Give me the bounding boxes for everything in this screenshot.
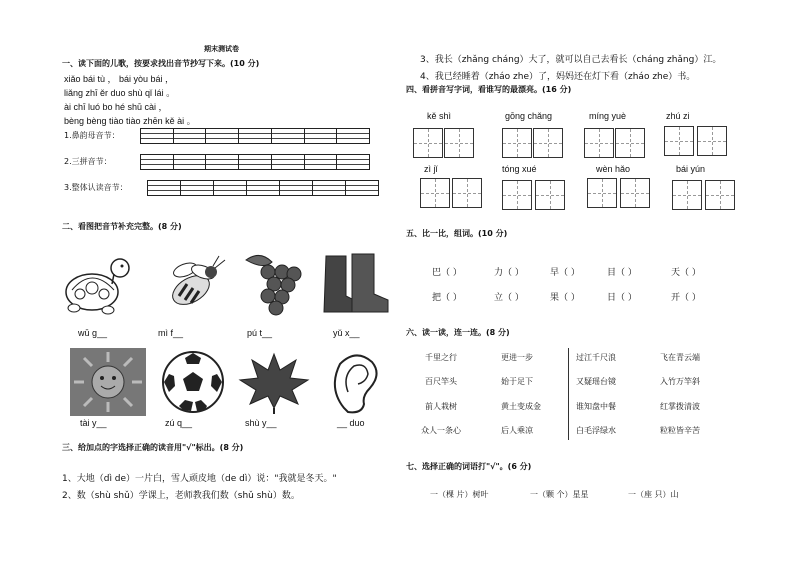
compare-1: 巴（ ）: [432, 268, 462, 278]
match-d4: 粒粒皆辛苦: [660, 426, 700, 435]
pic-label-6: zú q__: [165, 418, 193, 428]
pinyin-1: kě shì: [427, 111, 452, 121]
writing-box[interactable]: [420, 178, 450, 208]
section7-heading: 七、选择正确的词语打"√"。(6 分): [406, 462, 532, 471]
writing-box[interactable]: [584, 128, 614, 158]
writing-box[interactable]: [444, 128, 474, 158]
s3-q4: 4、我已经睡着（zháo zhe）了，妈妈还在灯下看（zháo zhe）书。: [420, 72, 696, 82]
writing-box[interactable]: [535, 180, 565, 210]
match-c1: 过江千尺浪: [576, 353, 616, 362]
writing-box[interactable]: [620, 178, 650, 208]
compare-10: 开（ ）: [671, 293, 701, 303]
compare-4: 目（ ）: [607, 268, 637, 278]
section6-heading: 六、读一读，连一连。(8 分): [406, 328, 510, 337]
match-c3: 谁知盘中餐: [576, 402, 616, 411]
compare-7: 立（ ）: [494, 293, 524, 303]
match-d2: 入竹万竿斜: [660, 377, 700, 386]
q1-label: 1.鼻韵母音节：: [64, 131, 120, 140]
measure-1: 一（棵 片）树叶: [430, 490, 489, 499]
q2-label: 2.三拼音节：: [64, 157, 112, 166]
writing-box[interactable]: [615, 128, 645, 158]
answer-grid-1[interactable]: [140, 128, 370, 144]
poem-line-1: xiǎo bái tù ， bái yòu bái ，: [64, 74, 175, 84]
s3-q2: 2、数（shù shǔ）学课上，老师教我们数（shǔ shù）数。: [62, 491, 300, 501]
measure-2: 一（颗 个）星星: [530, 490, 589, 499]
answer-grid-2[interactable]: [140, 154, 370, 170]
column-divider: [568, 348, 569, 440]
match-a1: 千里之行: [425, 353, 457, 362]
compare-9: 日（ ）: [607, 293, 637, 303]
writing-box[interactable]: [413, 128, 443, 158]
section3-heading: 三、给加点的字选择正确的读音用"√"标出。(8 分): [62, 443, 244, 452]
compare-8: 果（ ）: [550, 293, 580, 303]
poem-line-3: ài chī luó bo hé shū cài ，: [64, 102, 168, 112]
match-d1: 飞在青云端: [660, 353, 700, 362]
s3-q3: 3、我长（zhǎng cháng）大了，就可以自己去看长（cháng zhǎng）江。: [420, 55, 722, 65]
sun-image: [70, 348, 146, 416]
pic-label-1: wū g__: [78, 328, 108, 338]
match-c4: 白毛浮绿水: [576, 426, 616, 435]
boots-image: [318, 250, 394, 318]
pic-label-5: tài y__: [80, 418, 107, 428]
match-c2: 又疑瑶台镜: [576, 377, 616, 386]
pic-label-2: mì f__: [158, 328, 184, 338]
writing-box[interactable]: [587, 178, 617, 208]
pic-label-8: __ duo: [337, 418, 365, 428]
writing-box[interactable]: [664, 126, 694, 156]
q3-label: 3.整体认读音节：: [64, 183, 128, 192]
compare-6: 把（ ）: [432, 293, 462, 303]
measure-3: 一（座 只）山: [628, 490, 679, 499]
match-b4: 后人乘凉: [501, 426, 533, 435]
match-d3: 红掌拨清波: [660, 402, 700, 411]
pinyin-2: gōng chǎng: [505, 111, 553, 121]
compare-2: 力（ ）: [494, 268, 524, 278]
leaf-image: [236, 348, 312, 416]
match-b1: 更进一步: [501, 353, 533, 362]
match-b3: 黄土变成金: [501, 402, 541, 411]
match-b2: 始于足下: [501, 377, 533, 386]
writing-box[interactable]: [697, 126, 727, 156]
writing-box[interactable]: [672, 180, 702, 210]
section1-heading: 一、读下面的儿歌，按要求找出音节抄写下来。(10 分): [62, 59, 260, 68]
poem-line-2: liǎng zhī ěr duo shù qǐ lái 。: [64, 88, 176, 98]
pinyin-5: zì jǐ: [424, 164, 438, 174]
pinyin-7: wèn hǎo: [596, 164, 631, 174]
football-image: [155, 348, 231, 416]
match-a4: 众人一条心: [421, 426, 461, 435]
pinyin-8: bái yún: [676, 164, 706, 174]
compare-5: 天（ ）: [671, 268, 701, 278]
pic-label-7: shù y__: [245, 418, 277, 428]
page-title: 期末测试卷: [204, 45, 239, 53]
writing-box[interactable]: [502, 180, 532, 210]
match-a3: 前人栽树: [425, 402, 457, 411]
pinyin-4: zhú zi: [666, 111, 690, 121]
ear-image: [318, 348, 394, 416]
pinyin-3: míng yuè: [589, 111, 627, 121]
grapes-image: [236, 250, 312, 318]
bee-image: [155, 250, 231, 318]
match-a2: 百尺竿头: [425, 377, 457, 386]
s3-q1: 1、大地（dì de）一片白，雪人顽皮地（de dì）说："我就是冬天。": [62, 474, 337, 484]
answer-grid-3[interactable]: [147, 180, 379, 196]
turtle-image: [58, 250, 134, 318]
poem-line-4: bèng bèng tiào tiào zhēn kě ài 。: [64, 116, 196, 126]
pic-label-3: pú t__: [247, 328, 273, 338]
writing-box[interactable]: [533, 128, 563, 158]
pinyin-6: tóng xué: [502, 164, 537, 174]
pic-label-4: yǔ x__: [333, 328, 360, 338]
writing-box[interactable]: [502, 128, 532, 158]
compare-3: 早（ ）: [550, 268, 580, 278]
section2-heading: 二、看图把音节补充完整。(8 分): [62, 222, 182, 231]
section5-heading: 五、比一比，组词。(10 分): [406, 229, 508, 238]
writing-box[interactable]: [452, 178, 482, 208]
writing-box[interactable]: [705, 180, 735, 210]
section4-heading: 四、看拼音写字词，看谁写的最漂亮。(16 分): [406, 85, 572, 94]
